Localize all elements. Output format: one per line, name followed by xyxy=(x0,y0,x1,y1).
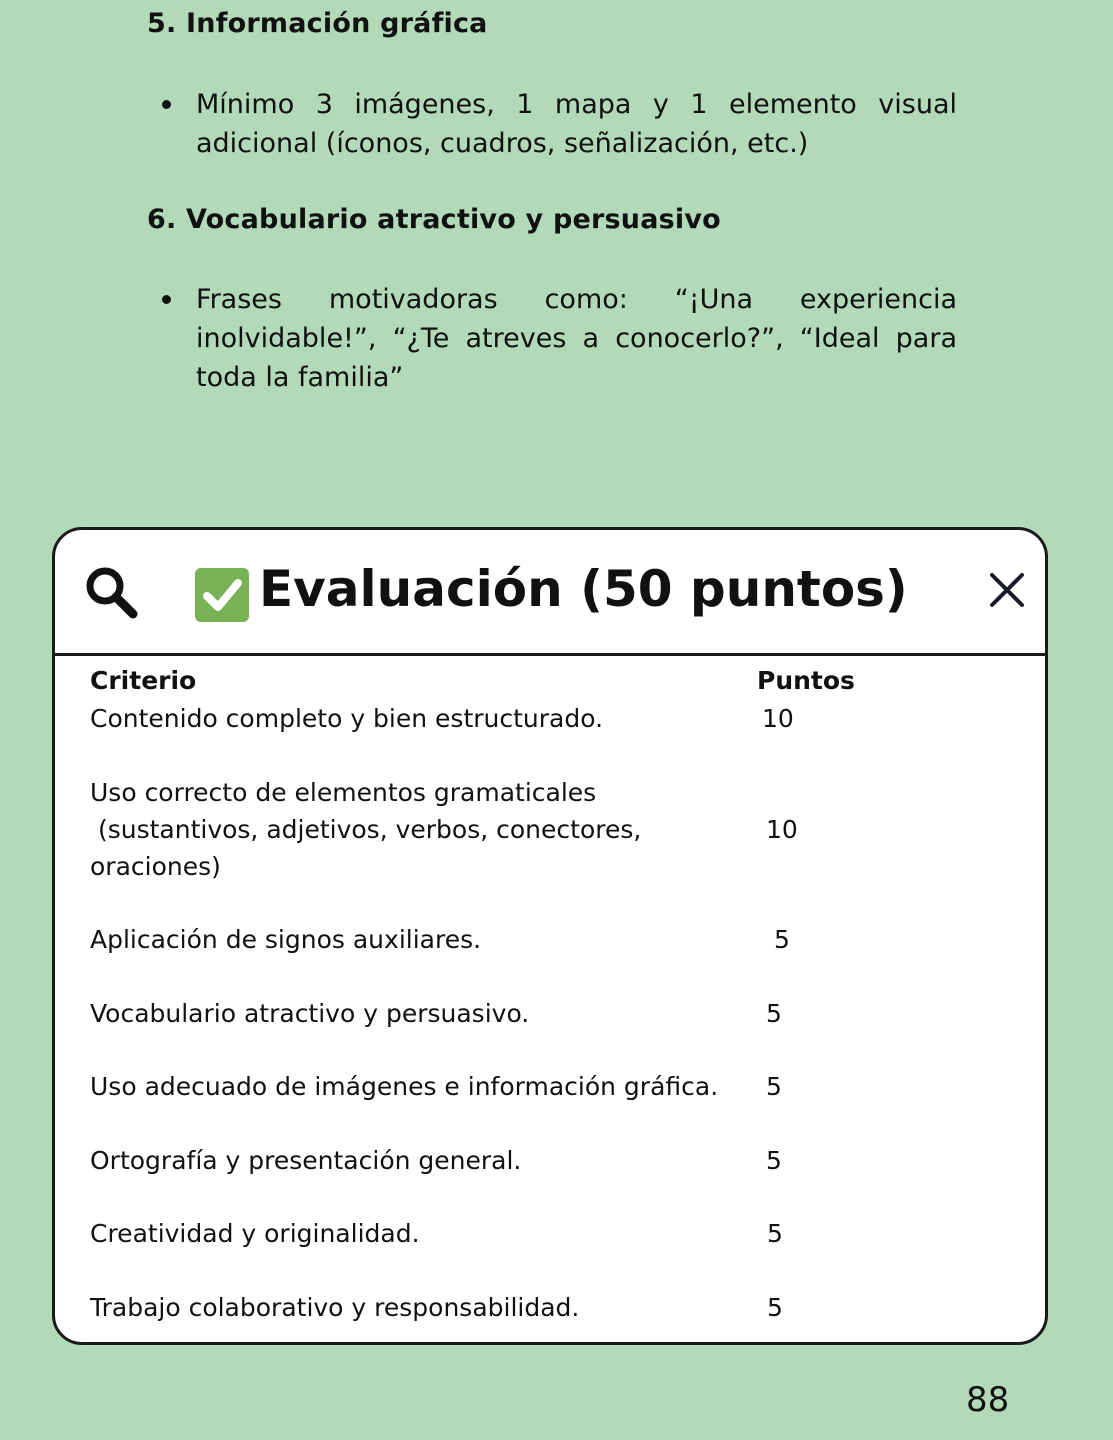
list-item-graphic-info xyxy=(162,85,957,163)
points-cell: 5 xyxy=(774,925,790,954)
list-item-text: Mínimo 3 imágenes, 1 mapa y 1 elemento visual adicional (íconos, cuadros, señalización, etc.) xyxy=(196,89,957,159)
bullet-icon xyxy=(162,295,171,304)
section-heading-vocabulary: 6. Vocabulario atractivo y persuasivo xyxy=(147,204,721,235)
criterion-cell: Vocabulario atractivo y persuasivo. xyxy=(90,999,530,1028)
points-cell: 5 xyxy=(767,1219,783,1248)
evaluation-title: Evaluación (50 puntos) xyxy=(259,560,908,618)
criterion-cell: Contenido completo y bien estructurado. xyxy=(90,704,604,733)
evaluation-card-header xyxy=(55,530,1045,656)
section-heading-graphic-info: 5. Información gráfica xyxy=(147,8,488,39)
column-header-points: Puntos xyxy=(757,666,855,695)
points-cell: 5 xyxy=(766,1146,782,1175)
table-row xyxy=(90,921,1020,958)
criterion-cell: Uso correcto de elementos gramaticales (sustantivos, adjetivos, verbos, conectores, oraciones) xyxy=(90,778,642,881)
points-cell: 5 xyxy=(767,1293,783,1322)
points-cell: 5 xyxy=(766,999,782,1028)
list-item-vocabulary xyxy=(162,280,957,397)
close-icon[interactable] xyxy=(987,570,1027,610)
criterion-cell: Uso adecuado de imágenes e información gráfica. xyxy=(90,1072,719,1101)
evaluation-card xyxy=(52,527,1048,1345)
criterion-cell: Aplicación de signos auxiliares. xyxy=(90,925,482,954)
points-cell: 10 xyxy=(762,704,794,733)
table-row xyxy=(90,774,1020,885)
criterion-cell: Ortografía y presentación general. xyxy=(90,1146,522,1175)
table-row xyxy=(90,1142,1020,1179)
list-item-text: Frases motivadoras como: “¡Una experiencia inolvidable!”, “¿Te atreves a conocerlo?”, “Ideal para toda la familia” xyxy=(196,284,957,393)
search-icon[interactable] xyxy=(83,564,139,620)
points-cell: 10 xyxy=(766,815,798,844)
table-row xyxy=(90,700,1020,737)
table-row xyxy=(90,1215,1020,1252)
column-header-criterion: Criterio xyxy=(90,666,197,695)
check-mark-icon xyxy=(195,568,249,622)
bullet-icon xyxy=(162,100,171,109)
points-cell: 5 xyxy=(766,1072,782,1101)
table-row xyxy=(90,1068,1020,1105)
page-number: 88 xyxy=(966,1380,1010,1420)
table-row xyxy=(90,995,1020,1032)
criterion-cell: Creatividad y originalidad. xyxy=(90,1219,420,1248)
criterion-cell: Trabajo colaborativo y responsabilidad. xyxy=(90,1293,580,1322)
table-row xyxy=(90,1289,1020,1326)
